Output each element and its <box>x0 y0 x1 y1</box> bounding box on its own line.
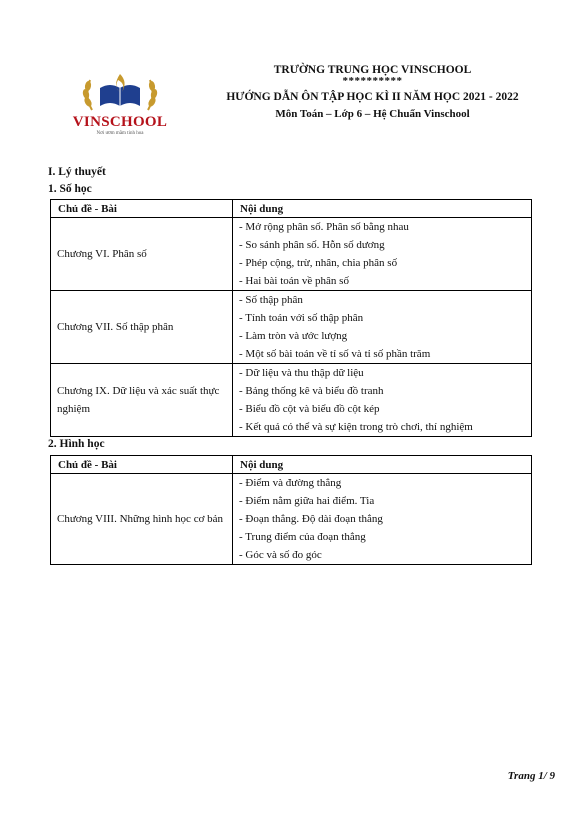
content-item: - Phép cộng, trừ, nhân, chia phân số <box>239 257 398 269</box>
topic-cell: Chương VII. Số thập phân <box>51 291 233 364</box>
page-number: Trang 1/ 9 <box>507 770 555 782</box>
topic-cell: Chương IX. Dữ liệu và xác suất thực nghiệm <box>51 364 233 437</box>
section-geometry: 2. Hình học <box>48 438 105 450</box>
document-title: HƯỚNG DẪN ÔN TẬP HỌC KÌ II NĂM HỌC 2021 - 2022 <box>226 91 519 103</box>
content-cell <box>233 474 532 565</box>
table-header-row <box>51 200 532 218</box>
content-item: - Làm tròn và ước lượng <box>239 330 348 342</box>
vinschool-logo <box>70 62 170 142</box>
content-item: - Mở rộng phân số. Phân số bằng nhau <box>239 221 409 233</box>
content-item: - Biểu đồ cột và biểu đồ cột kép <box>239 403 380 415</box>
content-item: - Hai bài toán về phân số <box>239 275 349 287</box>
content-item: - Tính toán với số thập phân <box>239 312 364 324</box>
topic-cell: Chương VIII. Những hình học cơ bản <box>51 474 233 565</box>
document-header <box>200 64 545 120</box>
content-item: - Bảng thống kê và biểu đồ tranh <box>239 385 384 397</box>
logo-slogan: Nơi ươm mầm tinh hoa <box>96 131 144 136</box>
content-cell <box>233 364 532 437</box>
content-item: - Góc và số đo góc <box>239 549 322 561</box>
content-cell <box>233 291 532 364</box>
header-topic: Chủ đề - Bài <box>51 456 233 474</box>
header-topic: Chủ đề - Bài <box>51 200 233 218</box>
geometry-table <box>50 455 532 565</box>
header-content: Nội dung <box>233 456 532 474</box>
content-cell <box>233 218 532 291</box>
header-content: Nội dung <box>233 200 532 218</box>
school-name: TRƯỜNG TRUNG HỌC VINSCHOOL <box>273 64 472 76</box>
separator-stars: ********** <box>342 75 403 87</box>
topic-cell: Chương VI. Phân số <box>51 218 233 291</box>
table-row <box>51 218 532 291</box>
document-subtitle: Môn Toán – Lớp 6 – Hệ Chuẩn Vinschool <box>275 108 470 120</box>
table-row <box>51 291 532 364</box>
arithmetic-table <box>50 199 532 437</box>
section-theory: I. Lý thuyết <box>48 166 106 178</box>
content-item: - Đoạn thẳng. Độ dài đoạn thẳng <box>239 513 383 525</box>
logo-text: VINSCHOOL <box>72 114 168 130</box>
section-arithmetic: 1. Số học <box>48 183 92 195</box>
content-item: - Điểm nằm giữa hai điểm. Tia <box>239 495 375 507</box>
table-header-row <box>51 456 532 474</box>
content-item: - Một số bài toán về tỉ số và tỉ số phần trăm <box>239 348 431 360</box>
table-row <box>51 364 532 437</box>
content-item: - So sánh phân số. Hỗn số dương <box>239 239 385 251</box>
content-item: - Điểm và đường thẳng <box>239 477 342 489</box>
content-item: - Số thập phân <box>239 294 303 306</box>
content-item: - Trung điểm của đoạn thẳng <box>239 531 366 543</box>
content-item: - Dữ liệu và thu thập dữ liệu <box>239 367 364 379</box>
table-row <box>51 474 532 565</box>
content-item: - Kết quả có thể và sự kiện trong trò chơi, thí nghiệm <box>239 421 473 433</box>
